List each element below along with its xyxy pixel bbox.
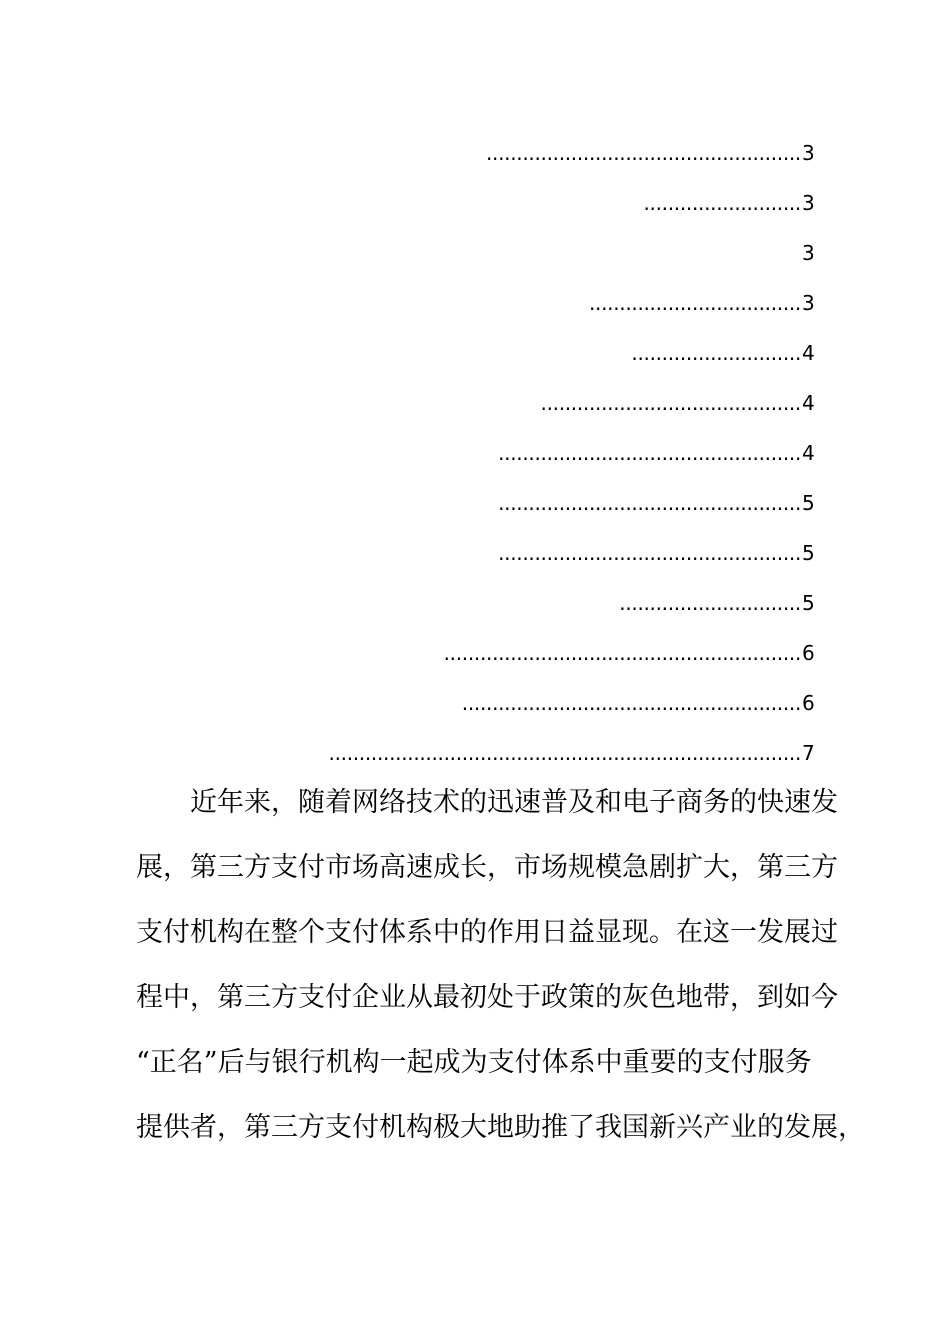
toc-leader-dots: .................................................. xyxy=(498,491,801,515)
toc-entry[interactable] xyxy=(0,433,950,483)
toc-page-number: 5 xyxy=(802,541,815,565)
paragraph-line: 程中，第三方支付企业从最初处于政策的灰色地带，到如今 xyxy=(136,982,838,1013)
toc-entry[interactable] xyxy=(0,533,950,583)
toc-entry[interactable] xyxy=(0,133,950,183)
toc-page-number: 5 xyxy=(802,491,815,515)
paragraph-line: 支付机构在整个支付体系中的作用日益显现。在这一发展过 xyxy=(136,917,838,948)
toc-leader-dots: ........................................................... xyxy=(443,641,801,665)
toc-entry[interactable] xyxy=(0,333,950,383)
toc-page-number: 4 xyxy=(802,391,815,415)
toc-leader-dots: .............................. xyxy=(619,591,801,615)
toc-leader-dots: ............................ xyxy=(631,341,801,365)
toc-entry[interactable] xyxy=(0,683,950,733)
toc-entry[interactable] xyxy=(0,183,950,233)
paragraph-line: “正名”后与银行机构一起成为支付体系中重要的支付服务 xyxy=(136,1047,812,1078)
toc-page-number: 3 xyxy=(802,141,815,165)
toc-leader-dots: ........................................... xyxy=(540,391,801,415)
toc-page-number: 7 xyxy=(802,741,815,765)
toc-leader-dots: .................................................... xyxy=(486,141,801,165)
toc-page-number: 5 xyxy=(802,591,815,615)
paragraph-line: 提供者，第三方支付机构极大地助推了我国新兴产业的发展， xyxy=(136,1112,865,1143)
toc-leader-dots: ................................... xyxy=(588,291,801,315)
toc-page-number: 3 xyxy=(802,291,815,315)
toc-leader-dots: .............................................................................. xyxy=(328,741,801,765)
toc-entry[interactable] xyxy=(0,633,950,683)
toc-entry[interactable] xyxy=(0,283,950,333)
toc-entry[interactable] xyxy=(0,583,950,633)
toc-entry[interactable] xyxy=(0,233,950,283)
toc-page-number: 4 xyxy=(802,441,815,465)
toc-page-number: 3 xyxy=(802,191,815,215)
toc-page-number: 3 xyxy=(802,241,815,265)
paragraph-line: 展，第三方支付市场高速成长，市场规模急剧扩大，第三方 xyxy=(136,852,838,883)
toc-page-number: 4 xyxy=(802,341,815,365)
toc-leader-dots: ........................................................ xyxy=(461,691,801,715)
toc-entry[interactable] xyxy=(0,383,950,433)
table-of-contents xyxy=(0,133,950,783)
toc-page-number: 6 xyxy=(802,691,815,715)
body-paragraph xyxy=(136,770,865,1160)
toc-leader-dots: .......................... xyxy=(643,191,801,215)
toc-leader-dots: .................................................. xyxy=(498,541,801,565)
paragraph-line: 近年来，随着网络技术的迅速普及和电子商务的快速发 xyxy=(190,787,838,818)
toc-page-number: 6 xyxy=(802,641,815,665)
toc-leader-dots: .................................................. xyxy=(498,441,801,465)
toc-entry[interactable] xyxy=(0,483,950,533)
